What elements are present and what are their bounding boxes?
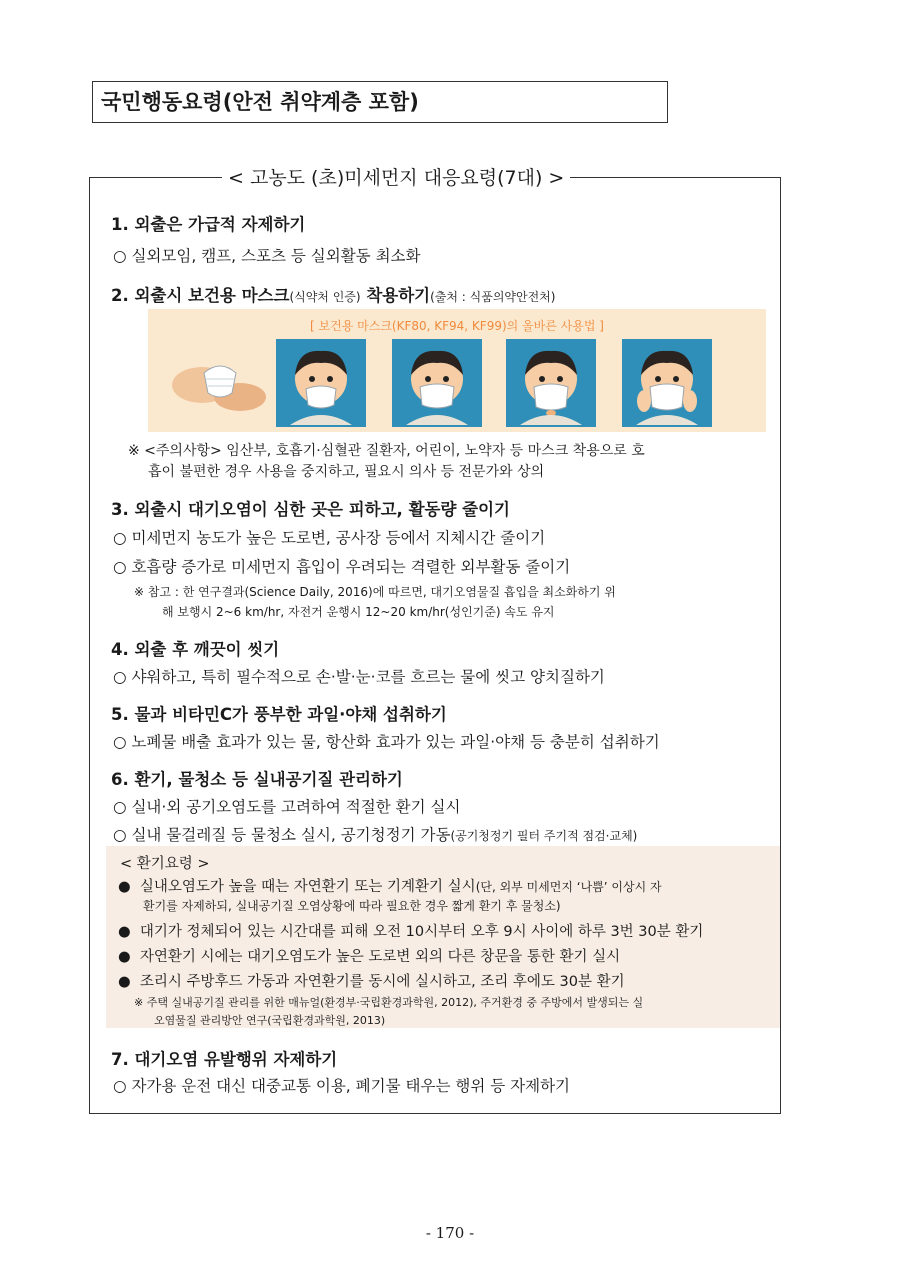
item-7-bullet-1: ○ 자가용 운전 대신 대중교통 이용, 폐기물 태우는 행위 등 자제하기 [113, 1077, 571, 1095]
item-7-heading: 7. 대기오염 유발행위 자제하기 [111, 1050, 338, 1069]
item-6-bullet-2-note: (공기청정기 필터 주기적 점검·교체) [450, 829, 638, 843]
item-2-heading-text: 2. 외출시 보건용 마스크 [111, 286, 290, 305]
bullet-dot-icon: ● [118, 879, 140, 895]
mask-step-3-figure [392, 339, 482, 427]
item-3-bullet-2: ○ 호흡량 증가로 미세먼지 흡입이 우려되는 격렬한 외부활동 줄이기 [113, 558, 571, 576]
page-number: - 170 - [425, 1224, 475, 1242]
ventilation-bullet-4-text: 조리시 주방후드 가동과 자연환기를 동시에 실시하고, 조리 후에도 30분 환기 [139, 974, 625, 990]
item-2-heading-source: (출처 : 식품의약안전처) [430, 290, 556, 304]
mask-image-caption: [ 보건용 마스크(KF80, KF94, KF99)의 올바른 사용법 ] [310, 319, 604, 333]
item-3-note-line-1: ※ 참고 : 한 연구결과(Science Daily, 2016)에 따르면, 대기오염물질 흡입을 최소화하기 위 [134, 585, 616, 599]
item-6-heading: 6. 환기, 물청소 등 실내공기질 관리하기 [111, 770, 403, 789]
item-5-heading: 5. 물과 비타민C가 풍부한 과일·야채 섭취하기 [111, 705, 447, 724]
ventilation-bullet-4 [118, 970, 625, 991]
item-2-caution-line-1: ※ <주의사항> 임산부, 호흡기·심혈관 질환자, 어린이, 노약자 등 마스크 착용으로 호 [128, 443, 645, 459]
ventilation-bullet-1-note: (단, 외부 미세먼지 ‘나쁨’ 이상시 자 [475, 880, 662, 894]
ventilation-reference-line-2: 오염물질 관리방안 연구(국립환경과학원, 2013) [154, 1014, 386, 1027]
bullet-dot-icon: ● [118, 974, 140, 990]
item-6-bullet-1: ○ 실내·외 공기오염도를 고려하여 적절한 환기 실시 [113, 798, 461, 816]
item-6-bullet-2-text: ○ 실내 물걸레질 등 물청소 실시, 공기청정기 가동 [113, 826, 451, 844]
item-2-heading-tail: 착용하기 [360, 286, 431, 305]
ventilation-bullet-3 [118, 945, 620, 966]
item-5-bullet-1: ○ 노폐물 배출 효과가 있는 물, 항산화 효과가 있는 과일·야채 등 충분히 섭취하기 [113, 733, 660, 751]
ventilation-bullet-1 [118, 875, 662, 896]
item-4-bullet-1: ○ 샤워하고, 특히 필수적으로 손·발·눈·코를 흐르는 물에 씻고 양치질하기 [113, 668, 605, 686]
ventilation-bullet-1-line-2: 환기를 자제하되, 실내공기질 오염상황에 따라 필요한 경우 짧게 환기 후 물청소) [143, 899, 561, 913]
item-1-bullet-1: ○ 실외모임, 캠프, 스포츠 등 실외활동 최소화 [113, 247, 421, 265]
bullet-dot-icon: ● [118, 949, 140, 965]
section-title: < 고농도 (초)미세먼지 대응요령(7대) > [222, 165, 570, 191]
mask-usage-image [148, 309, 766, 432]
item-3-note-line-2: 해 보행시 2~6 km/hr, 자전거 운행시 12~20 km/hr(성인기준) 속도 유지 [162, 605, 555, 619]
ventilation-bullet-3-text: 자연환기 시에는 대기오염도가 높은 도로변 외의 다른 창문을 통한 환기 실시 [139, 949, 621, 965]
page-title: 국민행동요령(안전 취약계층 포함) [92, 81, 668, 123]
ventilation-bullet-2-text: 대기가 정체되어 있는 시간대를 피해 오전 10시부터 오후 9시 사이에 하루 3번 30분 환기 [139, 924, 704, 940]
item-4-heading: 4. 외출 후 깨끗이 씻기 [111, 640, 280, 659]
item-2-heading-note: (식약처 인증) [289, 290, 361, 304]
item-2-heading [111, 282, 555, 306]
ventilation-bullet-1-text: 실내오염도가 높을 때는 자연환기 또는 기계환기 실시 [139, 879, 476, 895]
item-6-bullet-2 [113, 823, 637, 845]
bullet-dot-icon: ● [118, 924, 140, 940]
item-3-bullet-1: ○ 미세먼지 농도가 높은 도로변, 공사장 등에서 지체시간 줄이기 [113, 529, 546, 547]
mask-step-1-figure [162, 339, 272, 427]
item-2-caution-line-2: 흡이 불편한 경우 사용을 중지하고, 필요시 의사 등 전문가와 상의 [148, 464, 545, 480]
mask-step-4-figure [506, 339, 596, 427]
mask-step-5-figure [622, 339, 712, 427]
item-3-heading: 3. 외출시 대기오염이 심한 곳은 피하고, 활동량 줄이기 [111, 500, 510, 519]
mask-step-2-figure [276, 339, 366, 427]
item-1-heading: 1. 외출은 가급적 자제하기 [111, 215, 306, 234]
ventilation-bullet-2 [118, 920, 703, 941]
ventilation-reference-line-1: ※ 주택 실내공기질 관리를 위한 매뉴얼(환경부·국립환경과학원, 2012), 주거환경 중 주방에서 발생되는 실 [134, 996, 644, 1009]
ventilation-title: < 환기요령 > [120, 856, 210, 872]
